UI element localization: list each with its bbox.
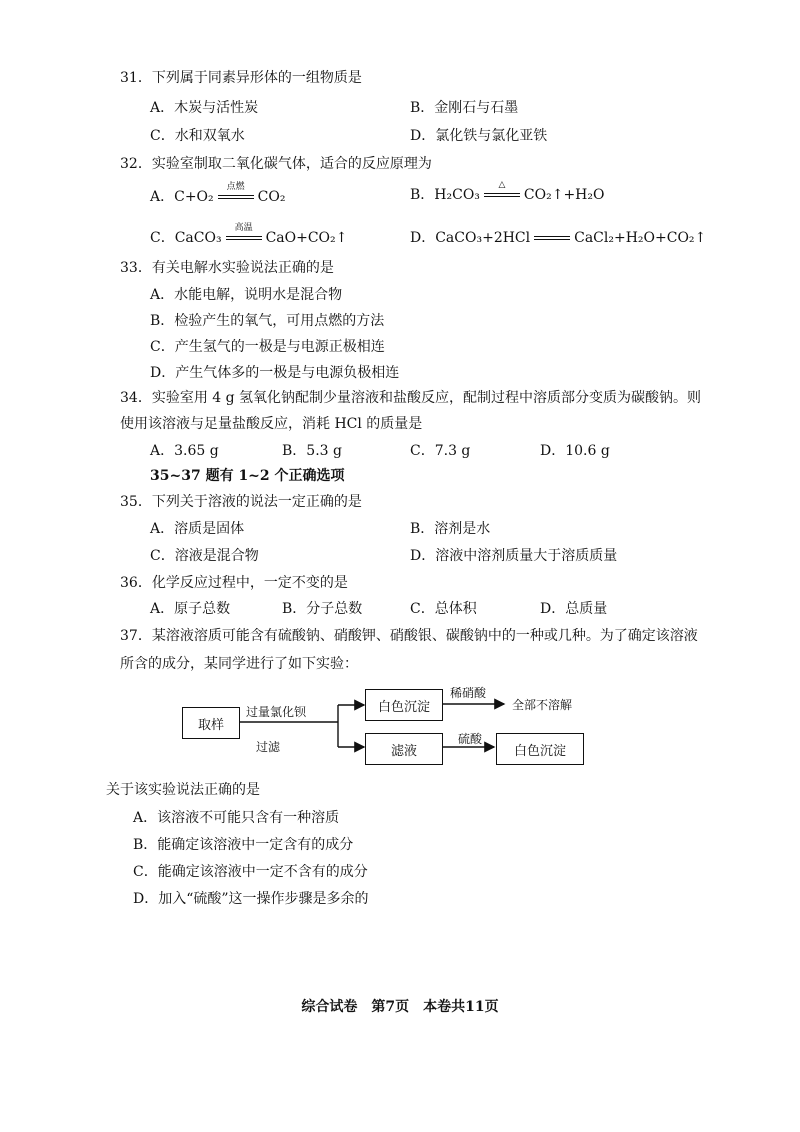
q37-ask: 关于该实验说法正确的是 <box>106 782 260 798</box>
q37-option-a: A．该溶液不可能只含有一种溶质 <box>133 810 340 826</box>
q31-stem: 31．下列属于同素异形体的一组物质是 <box>120 70 362 86</box>
flow-result1: 全部不溶解 <box>512 698 573 712</box>
q33-stem: 33．有关电解水实验说法正确的是 <box>120 260 334 276</box>
q32-option-d <box>410 228 706 248</box>
q32-a-condition-bar <box>218 182 254 199</box>
q33-option-d: D．产生气体多的一极是与电源负极相连 <box>150 365 400 381</box>
q31-option-c: C．水和双氧水 <box>150 128 245 144</box>
flow-box-sample: 取样 <box>182 707 240 739</box>
flow-label-reagent3: 硫酸 <box>458 732 483 746</box>
q32-a-condition: 点燃 <box>226 182 245 192</box>
q32-option-b <box>410 180 605 205</box>
q32-d-equals-bar <box>534 236 570 240</box>
page-footer: 综合试卷 第7页 本卷共11页 <box>301 999 499 1015</box>
q32-b-products: CO₂↑+H₂O <box>523 187 605 203</box>
q33-option-a: A．水能电解，说明水是混合物 <box>150 287 343 303</box>
q32-option-a <box>150 182 286 207</box>
q34-stem-line2: 使用该溶液与足量盐酸反应，消耗 HCl 的质量是 <box>120 416 423 432</box>
q32-c-condition-bar <box>226 223 262 240</box>
q32-c-reactants: C．CaCO₃ <box>150 230 222 246</box>
q33-option-b: B．检验产生的氧气，可用点燃的方法 <box>150 313 385 329</box>
q32-b-condition: △ <box>498 180 506 190</box>
q32-stem: 32．实验室制取二氧化碳气体，适合的反应原理为 <box>120 156 432 172</box>
q37-option-c: C．能确定该溶液中一定不含有的成分 <box>133 864 368 880</box>
section-note: 35~37 题有 1~2 个正确选项 <box>150 468 345 484</box>
q33-option-c: C．产生氢气的一极是与电源正极相连 <box>150 339 385 355</box>
q37-option-b: B．能确定该溶液中一定含有的成分 <box>133 837 354 853</box>
q34-option-a: A．3.65 g <box>150 443 219 459</box>
q32-a-reactants: A．C+O₂ <box>150 189 214 205</box>
q32-d-reactants: D．CaCO₃+2HCl <box>410 230 531 246</box>
q34-stem-line1: 34．实验室用 4 g 氢氧化钠配制少量溶液和盐酸反应，配制过程中溶质部分变质为碳酸钠。则 <box>120 390 702 406</box>
q31-option-a: A．木炭与活性炭 <box>150 100 259 116</box>
q34-option-b: B．5.3 g <box>282 443 342 459</box>
flow-label-step1: 过滤 <box>256 740 281 754</box>
flow-label-reagent2: 稀硝酸 <box>450 686 487 700</box>
flow-box-precipitate2: 白色沉淀 <box>496 733 584 765</box>
q31-option-d: D．氯化铁与氯化亚铁 <box>410 128 548 144</box>
flow-label-reagent1: 过量氯化钡 <box>246 705 307 719</box>
q32-c-condition: 高温 <box>234 223 253 233</box>
q32-b-condition-bar <box>484 180 520 197</box>
q35-option-d: D．溶液中溶剂质量大于溶质质量 <box>410 548 618 564</box>
q32-option-c <box>150 223 348 248</box>
q36-option-c: C．总体积 <box>410 601 477 617</box>
q35-stem: 35．下列关于溶液的说法一定正确的是 <box>120 494 362 510</box>
q32-a-products: CO₂ <box>257 189 286 205</box>
q32-b-reactants: B．H₂CO₃ <box>410 187 480 203</box>
q32-c-products: CaO+CO₂↑ <box>265 230 348 246</box>
q35-option-c: C．溶液是混合物 <box>150 548 259 564</box>
flow-box-precipitate1: 白色沉淀 <box>365 689 443 721</box>
q34-option-c: C．7.3 g <box>410 443 471 459</box>
q37-option-d: D．加入“硫酸”这一操作步骤是多余的 <box>133 891 369 907</box>
q32-d-products: CaCl₂+H₂O+CO₂↑ <box>574 230 707 246</box>
q35-option-a: A．溶质是固体 <box>150 521 245 537</box>
flow-box-filtrate: 滤液 <box>365 733 443 765</box>
q36-option-b: B．分子总数 <box>282 601 363 617</box>
q36-option-a: A．原子总数 <box>150 601 231 617</box>
q36-option-d: D．总质量 <box>540 601 608 617</box>
q31-option-b: B．金刚石与石墨 <box>410 100 519 116</box>
q36-stem: 36．化学反应过程中，一定不变的是 <box>120 575 348 591</box>
q35-option-b: B．溶剂是水 <box>410 521 491 537</box>
q34-option-d: D．10.6 g <box>540 443 610 459</box>
q37-stem-line1: 37．某溶液溶质可能含有硫酸钠、硝酸钾、硝酸银、碳酸钠中的一种或几种。为了确定该溶液 <box>120 628 698 644</box>
q37-stem-line2: 所含的成分，某同学进行了如下实验： <box>120 656 358 672</box>
